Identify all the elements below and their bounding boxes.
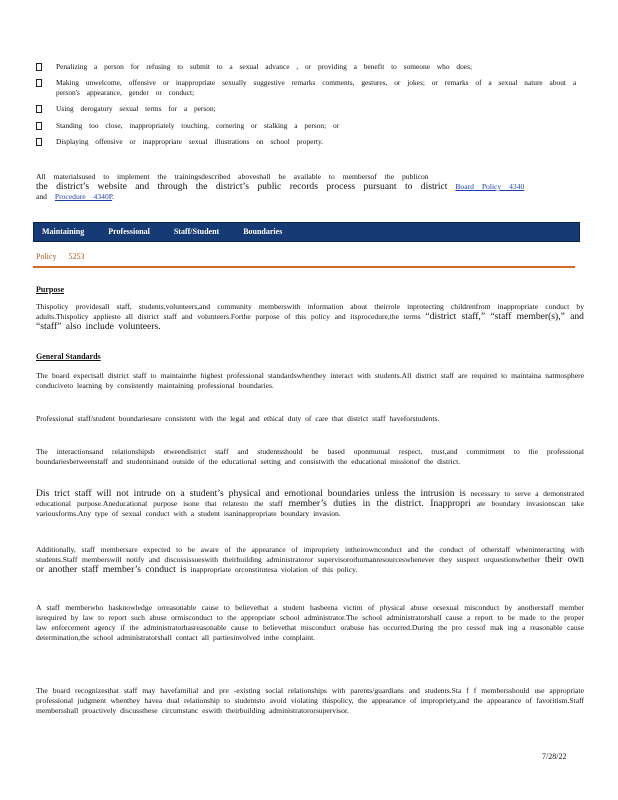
- bullet-box-icon: [36, 138, 42, 146]
- bullet-box-icon: [36, 79, 42, 87]
- bullet-box-icon: [36, 122, 42, 130]
- purpose-heading: Purpose: [36, 285, 64, 294]
- orange-divider: [33, 266, 575, 268]
- materials-line-1: All materialsused to implement the trainingsdescribed aboveshall be available to membersof the publicon: [36, 172, 429, 181]
- list-item: [36, 62, 584, 71]
- list-item: [36, 78, 584, 97]
- footer-date: 7/28/22: [542, 752, 567, 761]
- standards-paragraph-7: The board recognizesthat staff may havefamilial and pre -existing social relationships with parents/guardians and students.Sta f f membersshould use appropriate professional judgment whenthey havea dual relationship to studentsto avoid violating thispolicy, the appearance of impropriety,and the appearance of favoritism.Staff membersshall proactively discussthese circumstanc eswith theirbuilding administratororsupervisor.: [36, 686, 584, 715]
- materials-and: and: [36, 192, 47, 201]
- materials-end: .: [112, 192, 115, 201]
- list-item: [36, 137, 584, 146]
- list-item-text: Displaying offensive or inappropriate sexual illustrations on school property.: [56, 137, 324, 147]
- purpose-text: Thispolicy providesall staff, students,volunteers,and community memberswith information about theirrole inprotecting childrenfrom inappropriate conduct by adults.Thispolicy appliesto all district staff and volunteers.Forthe purpose of this policy and itsprocedure,the terms: [36, 302, 584, 321]
- list-item: [36, 121, 584, 130]
- general-standards-heading: General Standards: [36, 352, 101, 361]
- list-item: [36, 104, 584, 113]
- bullet-box-icon: [36, 63, 42, 71]
- impropriety-conduct: their own or another staff member’s conduct is: [36, 554, 584, 575]
- training-materials-paragraph: [36, 172, 584, 202]
- standards-paragraph-6: A staff memberwho hasknowledge orreasonable cause to believethat a student hasbeena victim of physical abuse orsexual misconduct by anotherstaff member isrequired by law to report such abuse ormisconduct to the appropriate school administrator.The school administratorshall cause a report to be made to the proper law enforcement agency if the administratorhasreasonable cause to believethat misconduct orabuse has occurred.During the pro cessof mak ing a reasonable cause determination,the school administratorshall contact all partiesinvolved inthe complaint.: [36, 603, 584, 642]
- harassment-examples-list: [36, 62, 584, 153]
- boundaries-statement: Dis trict staff will not intrude on a student’s physical and emotional boundaries unless the intrusion is: [36, 488, 466, 499]
- standards-paragraph-1: The board expectsall district staff to maintainthe highest professional standardswhenthey interact with students.All district staff are required to maintaina natmosphere conduciveto learning by consistently maintaining professional boundaries.: [36, 371, 584, 390]
- standards-paragraph-5: [36, 545, 584, 575]
- policy-title-banner: Maintaining Professional Staff/Student Boundaries: [33, 222, 580, 242]
- board-policy-4340-link[interactable]: Board Policy 4340: [455, 182, 525, 191]
- purpose-text-volunteers: “district staff,” “staff member(s),” and “staff” also include volunteers.: [36, 311, 584, 332]
- materials-line-2: the district’s website and through the district’s public records process pursuant to district: [36, 181, 448, 192]
- standards-paragraph-4: [36, 489, 584, 519]
- bullet-box-icon: [36, 105, 42, 113]
- boundaries-duties: member’s duties in the district. Inappropri: [288, 498, 471, 509]
- list-item-text: Using derogatory sexual terms for a person;: [56, 104, 216, 114]
- policy-number: Policy 5253: [36, 252, 85, 261]
- list-item-text: Making unwelcome, offensive or inappropriate sexually suggestive remarks comments, gestures, or jokes; or remarks of a sexual nature about a person's appearance, gender or conduct;: [56, 78, 577, 97]
- impropriety-end: inappropriate orconstitutesa violation of this policy.: [190, 565, 358, 574]
- impropriety-text: Additionally, staff membersare expected to be aware of the appearance of impropriety intheirownconduct and the conduct of otherstaff wheninteracting with students.Staff memberswill notify and discussissueswith theirbuilding administratoror supervisororhumanresourceswhenever they suspect orquestionwhether: [36, 545, 584, 564]
- standards-paragraph-2: Professional staff/student boundariesare consistent with the legal and ethical duty of care that district staff haveforstudents.: [36, 414, 440, 423]
- boundaries-invasion: ate boundary invasionscan take variousforms.Any type of sexual conduct with a student isaninappropriate boundary invasion.: [36, 499, 584, 518]
- list-item-text: Standing too close, inappropriately touching, cornering or stalking a person; or: [56, 120, 340, 130]
- boundaries-purpose: necessary to serve a demonstrated educational purpose.Aneducational purpose isone that relatesto the staff: [36, 489, 584, 508]
- procedure-4340p-link[interactable]: Procedure 4340P: [54, 192, 113, 201]
- list-item-text: Penalizing a person for refusing to submit to a sexual advance , or providing a benefit to someone who does;: [56, 62, 473, 71]
- standards-paragraph-3: The interactionsand relationshipsb etweendistrict staff and studentsshould be based uponmutual respect, trust,and commitment to the professional boundariesbetweenstaff and studentsinand outside of the educational setting and consistwith the educational missionof the district.: [36, 447, 584, 466]
- purpose-paragraph: [36, 302, 584, 332]
